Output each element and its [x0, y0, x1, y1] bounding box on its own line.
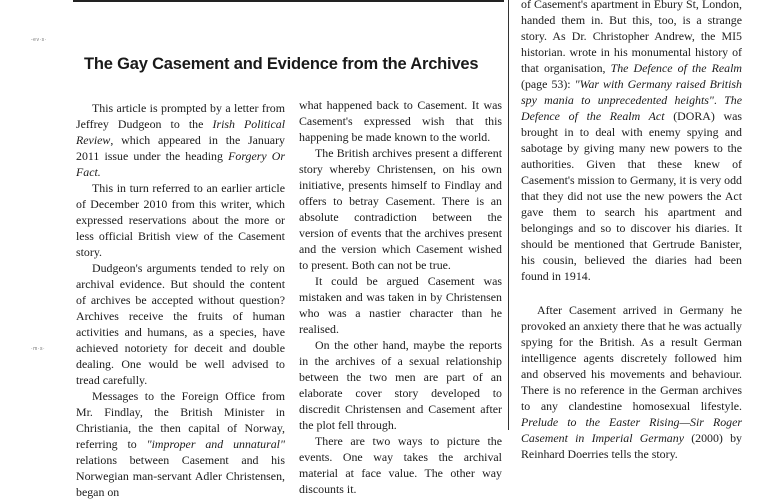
column-divider [508, 0, 509, 430]
paragraph: what happened back to Casement. It was Casement's expressed wish that this happening be made known to the world. [299, 98, 502, 144]
paragraph: Dudgeon's arguments tended to rely on archival evidence. But should the content of archives be accepted without question? Archives receive the fruits of human activities and humans, as a species, have achieved notoriety for deceit and double dealing. One would be well advised to tread carefully. [76, 261, 285, 387]
column-2 [299, 97, 502, 497]
column-1 [76, 100, 285, 500]
article-title: The Gay Casement and Evidence from the Archives [84, 55, 479, 73]
paragraph: There are two ways to picture the events. One way takes the archival material at face value. The other way discounts it. [299, 434, 502, 496]
paragraph: It could be argued Casement was mistaken and was taken in by Christensen who was a nastier character than he realised. [299, 274, 502, 336]
paragraph: On the other hand, maybe the reports in the archives of a sexual relationship between the two men are part of an elaborate cover story developed to discredit Christensen and Casement after the plot fell through. [299, 338, 502, 432]
margin-mark: ·m·s· [31, 346, 46, 352]
top-rule [73, 0, 504, 2]
paragraph: Messages to the Foreign Office from Mr. Findlay, the British Minister in Christiania, the then capital of Norway, referring to "improper and unnatural" relations between Casement and his Norwegian man-servant Adler Christensen, began on [76, 389, 285, 499]
paragraph: This article is prompted by a letter from Jeffrey Dudgeon to the Irish Political Review, which appeared in the January 2011 issue under the heading Forgery Or Fact. [76, 101, 285, 179]
paragraph: This in turn referred to an earlier article of December 2010 from this writer, which expressed reservations about the more or less official British view of the Casement story. [76, 181, 285, 259]
paragraph: After Casement arrived in Germany he provoked an anxiety there that he was actually spying for the British. As a result German intelligence agents discretely followed him and observed his movements and behaviour. There is no reference in the German archives to any clandestine homosexual lifestyle. Prelude to the Easter Rising—Sir Roger Casement in Imperial Germany (2000) by Reinhard Doerries tells the story. [521, 303, 742, 461]
paragraph: of Casement's apartment in Ebury St, London, handed them in. But this, too, is a strange story. As Dr. Christopher Andrew, the MI5 historian. wrote in his monumental history of that organisation, The Defence of the Realm (page 53): "War with Germany raised British spy mania to unprecedented heights". The Defence of the Realm Act (DORA) was brought in to deal with enemy spying and sabotage by giving many new powers to the authorities. Given that these knew of Casement's mission to Germany, it is very odd that they did not use the new powers the Act gave them to search his apartment and belongings and so to discover his diaries. It should be mentioned that Gertrude Banister, his cousin, believed the diaries had been found in 1914. [521, 0, 742, 283]
column-3 [521, 0, 742, 462]
paragraph: The British archives present a different story whereby Christensen, on his own initiative, presents himself to Findlay and offers to betray Casement. There is an absolute contradiction between the version of events that the archives present and the version which Casement wished to present. Both can not be true. [299, 146, 502, 272]
margin-mark: -ev·s· [31, 37, 47, 43]
